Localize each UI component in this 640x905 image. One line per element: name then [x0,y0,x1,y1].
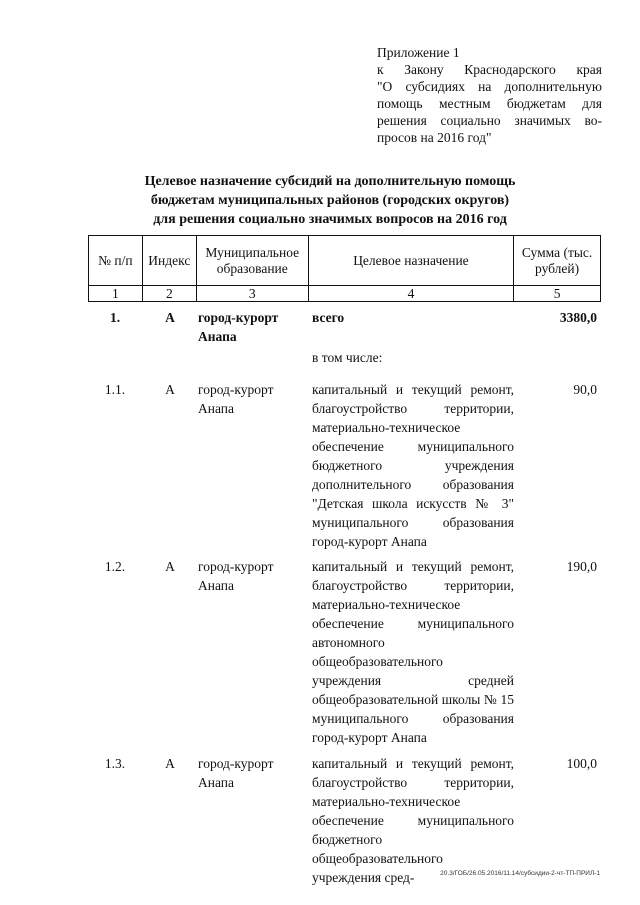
annex-line: просов на 2016 год" [377,130,492,145]
annex-line: помощь местным бюджетам для [377,96,602,111]
row-index: А [165,559,175,574]
annex-line: Приложение 1 [377,45,460,60]
row-index: А [165,756,175,771]
title-line: для решения социально значимых вопросов на 2016 год [153,212,507,227]
annex-note [377,44,602,146]
footer-code: 20.3/ГОБ/26.05.2016/11.14/субсидии-2-чт-ТП-ПРИЛ-1 [440,870,600,877]
header-cell-purpose: Целевое назначение [308,236,513,286]
annex-line: "О субсидиях на дополнительную [377,79,602,94]
annex-line: к Закону Краснодарского края [377,62,602,77]
row-amount: 90,0 [573,382,597,397]
column-number: 2 [142,286,196,302]
row-amount: 190,0 [566,559,597,574]
column-number: 5 [514,286,601,302]
header-cell-index: Индекс [142,236,196,286]
row-amount: 3380,0 [559,310,597,325]
row-number: 1.3. [104,756,126,771]
annex-line: решения социально значимых во- [377,113,602,128]
row-municipality: город-курорт Анапа [198,756,274,790]
row-purpose: капитальный и текущий ремонт, благоустройство территории, материально-техническое обеспечение муниципального бюджетного учреждения дополнительного образования "Детская школа искусств № 3" муниципального образования город-курорт Анапа [312,382,514,549]
table-header [88,235,601,302]
row-municipality: город-курорт Анапа [198,559,274,593]
row-number: 1.1. [104,382,126,397]
title-line: бюджетам муниципальных районов (городских округов) [150,193,510,208]
row-number: 1.2. [104,559,126,574]
row-index: А [165,382,175,397]
title-line: Целевое назначение субсидий на дополнительную помощь [144,174,516,189]
row-purpose: капитальный и текущий ремонт, благоустройство территории, материально-техническое обеспечение муниципального бюджетного общеобразовательного учреждения сред- [312,756,514,885]
document-title [120,172,540,229]
row-amount: 100,0 [566,756,597,771]
column-number: 1 [89,286,143,302]
header-cell-amount: Сумма (тыс. рублей) [514,236,601,286]
row-index: А [165,310,175,325]
column-number: 4 [308,286,513,302]
header-cell-number: № п/п [89,236,143,286]
header-cell-municipality: Муниципальное образование [196,236,308,286]
column-number: 3 [196,286,308,302]
row-municipality: город-курорт Анапа [198,382,274,416]
row-purpose: капитальный и текущий ремонт, благоустройство территории, материально-техническое обеспечение муниципального автономного общеобразовательного учреждения средней общеобразовательной школы № 15 муниципального образования город-курорт Анапа [312,559,514,745]
row-municipality: город-курорт Анапа [198,310,279,344]
including-label: в том числе: [312,350,383,365]
row-number: 1. [109,310,121,325]
row-purpose: всего [312,310,345,325]
